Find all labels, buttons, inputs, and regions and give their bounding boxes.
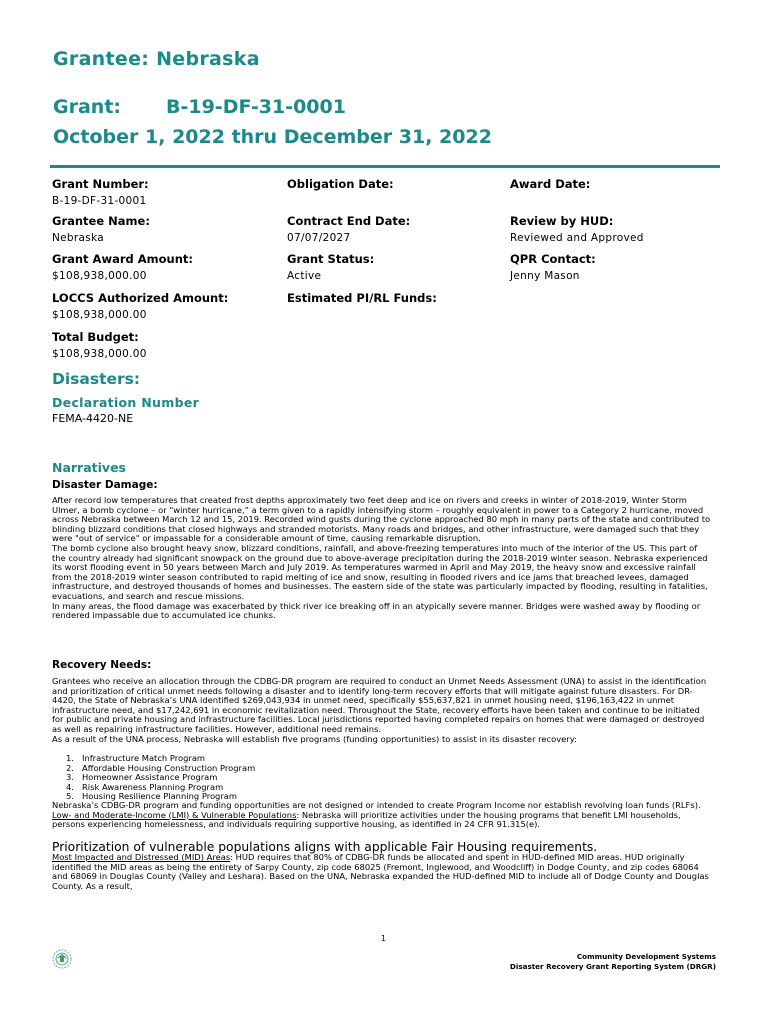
recovery-needs-heading: Recovery Needs:: [52, 659, 152, 671]
field-award-date: Award Date:: [510, 177, 591, 191]
disasters-heading: Disasters:: [52, 370, 141, 388]
mid-areas-text: Most Impacted and Distressed (MID) Areas: HUD requires that 80% of CDBG-DR funds be allocated and spent in HUD-defined MID areas. HUD originally identified the MID areas as being the entirety of Sarpy County, zip code 68025 (Fremont, Inglewood, and Woodcliff) in Dodge County, and zip codes 68064 and 68069 in Douglas County (Valley and Leshara). Based on the UNA, Nebraska expanded the HUD-defined MID to include all of Dodge County and Douglas County. As a result,: [52, 852, 709, 891]
list-item: 3. Homeowner Assistance Program: [66, 772, 218, 783]
field-grantee-name: Grantee Name: Nebraska: [52, 214, 150, 244]
field-grant-award-amount: Grant Award Amount: $108,938,000.00: [52, 252, 194, 282]
field-estimated-pirl-funds: Estimated PI/RL Funds:: [287, 291, 437, 305]
declaration-number-value: FEMA-4420-NE: [52, 412, 134, 425]
grant-label: Grant:: [53, 96, 121, 118]
narratives-heading: Narratives: [52, 460, 126, 475]
program-income-lmi-text: Nebraska’s CDBG-DR program and funding opportunities are not designed or intended to create Program Income nor establish revolving loan funds (RLFs). Low- and Moderate-Income (LMI) & Vulnerable Populations: Nebraska will prioritize activities under the housing programs that benefit LMI households, persons experiencing homelessness, and individuals requiring supportive housing, as identified in 24 CFR 91.315(e).: [52, 800, 701, 830]
disaster-damage-heading: Disaster Damage:: [52, 479, 158, 491]
field-review-by-hud: Review by HUD: Reviewed and Approved: [510, 214, 644, 244]
reporting-period: October 1, 2022 thru December 31, 2022: [53, 126, 492, 148]
mid-label: Most Impacted and Distressed (MID) Areas: [52, 852, 231, 862]
grantee-title: Grantee: Nebraska: [53, 48, 260, 70]
field-obligation-date: Obligation Date:: [287, 177, 394, 191]
list-item: 5. Housing Resilience Planning Program: [66, 791, 238, 802]
field-total-budget: Total Budget: $108,938,000.00: [52, 330, 147, 360]
grant-title: [53, 96, 346, 118]
recovery-needs-text: Grantees who receive an allocation through the CDBG-DR program are required to conduct an Unmet Needs Assessment (UNA) to assist in the identification and prioritization of critical unmet needs following a disaster and to identify long-term recovery efforts that will mitigate against future disasters. For DR-4420, the State of Nebraska’s UNA identified $269,043,934 in unmet need, specifically $55,637,821 in unmet housing need, $196,163,422 in unmet infrastructure need, and $17,242,691 in economic revitalization need. Throughout the State, recovery efforts have been taken and continue to be initiated for public and private housing and infrastructure facilities. Local jurisdictions reported having completed repairs on homes that were damaged or destroyed as well as repairing infrastructure facilities. However, additional need remains. As a result of the UNA process, Nebraska will establish five programs (funding opportunities) to assist in its disaster recovery:: [52, 676, 707, 744]
field-loccs-authorized-amount: LOCCS Authorized Amount: $108,938,000.00: [52, 291, 229, 321]
hud-seal-icon: [52, 949, 72, 969]
list-item: 4. Risk Awareness Planning Program: [66, 781, 224, 792]
field-grant-number: Grant Number: B-19-DF-31-0001: [52, 177, 149, 207]
header-divider: [50, 165, 720, 168]
grant-id: B-19-DF-31-0001: [166, 96, 346, 118]
page-number: 1: [381, 934, 386, 943]
declaration-number-label: Declaration Number: [52, 395, 200, 410]
list-item: 2. Affordable Housing Construction Program: [66, 762, 256, 773]
footer: Community Development Systems Disaster Recovery Grant Reporting System (DRGR): [509, 952, 716, 971]
disaster-damage-text: After record low temperatures that created frost depths approximately two feet deep and ice on rivers and creeks in winter of 2018-2019, Winter Storm Ulmer, a bomb cyclone – or “winter hurricane,” a term given to a rapidly intensifying storm – roughly equivalent in power to a Category 2 hurricane, moved across Nebraska between March 12 and 15, 2019. Recorded wind gusts during the cyclone approached 80 mph in many parts of the state and contributed to blinding blizzard conditions that closed highways and stranded motorists. Many roads and bridges, and other infrastructure, were damaged such that they were "out of service" or impassable for a considerable amount of time, causing remarkable disruption. The bomb cyclone also brought heavy snow, blizzard conditions, rainfall, and above-freezing temperatures into much of the interior of the US. This part of the country already had significant snowpack on the ground due to above-average precipitation during the 2018-2019 winter season. Nebraska experienced its worst flooding event in 50 years between March and July 2019. As temperatures warmed in April and May 2019, the heavy snow and excessive rainfall from the 2018-2019 winter season contributed to rapid melting of ice and snow, resulting in flooded rivers and ice jams that breached levees, damaged infrastructure, and destroyed thousands of homes and businesses. The eastern side of the state was particularly impacted by flooding, resulting in fatalities, evacuations, and search and rescue missions. In many areas, the flood damage was exacerbated by thick river ice breaking off in an atypically severe manner. Bridges were washed away by flooding or rendered impassable due to accumulated ice chunks.: [52, 495, 711, 621]
list-item: 1. Infrastructure Match Program: [66, 753, 206, 763]
lmi-label: Low- and Moderate-Income (LMI) & Vulnerable Populations: [52, 809, 297, 820]
fair-housing-line: Prioritization of vulnerable populations aligns with applicable Fair Housing requirements.: [52, 840, 598, 854]
field-qpr-contact: QPR Contact: Jenny Mason: [510, 252, 596, 282]
programs-list: [66, 754, 255, 802]
field-contract-end-date: Contract End Date: 07/07/2027: [287, 214, 411, 244]
field-grant-status: Grant Status: Active: [287, 252, 375, 282]
